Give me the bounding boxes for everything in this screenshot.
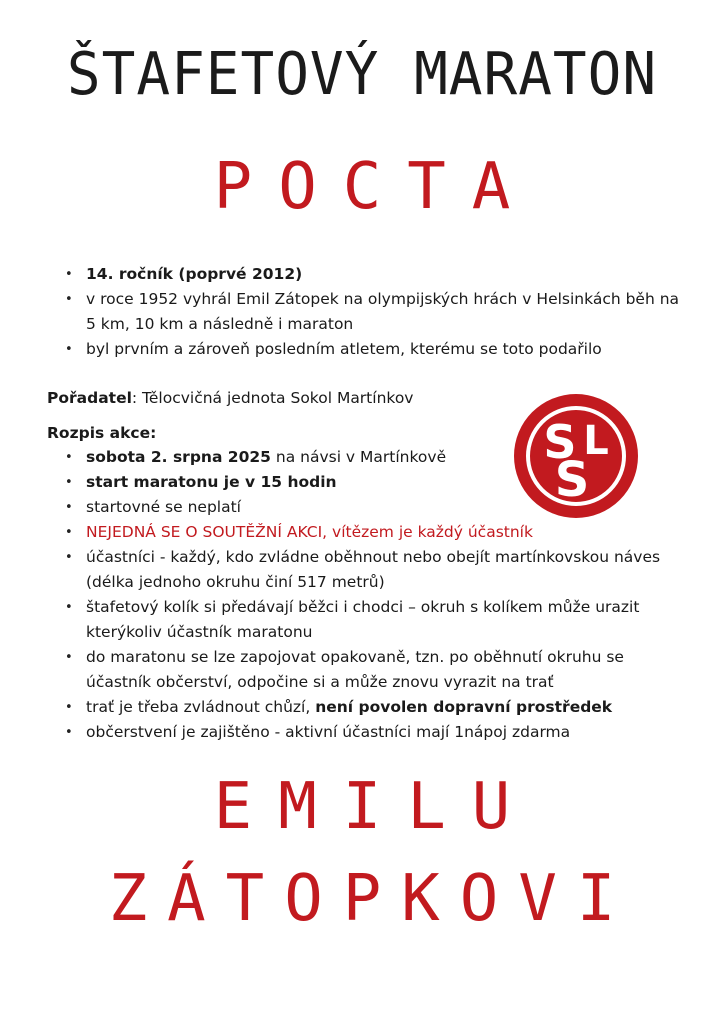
schedule-refreshment: občerstvení je zajištěno - aktivní účastníci mají 1nápoj zdarma xyxy=(86,723,571,741)
organizer-value: : Tělocvičná jednota Sokol Martínkov xyxy=(131,389,414,407)
schedule-walk-bold: není povolen dopravní prostředek xyxy=(315,698,613,716)
intro-record: byl prvním a zároveň posledním atletem, kterému se toto podařilo xyxy=(86,340,602,358)
schedule-fee: startovné se neplatí xyxy=(86,498,241,516)
footer-line-2: ZÁTOPKOVI xyxy=(108,862,636,936)
schedule-noncompetitive: NEJEDNÁ SE O SOUTĚŽNÍ AKCI, vítězem je každý účastník xyxy=(86,523,533,541)
list-item xyxy=(62,520,682,545)
intro-list xyxy=(62,262,682,362)
schedule-label: Rozpis akce xyxy=(47,424,151,442)
list-item xyxy=(62,545,682,595)
svg-text:S: S xyxy=(554,452,590,508)
list-item xyxy=(62,262,682,287)
intro-history: v roce 1952 vyhrál Emil Zátopek na olympijských hrách v Helsinkách běh na 5 km, 10 km a následně i maraton xyxy=(86,290,680,333)
intro-edition: 14. ročník (poprvé 2012) xyxy=(86,265,303,283)
schedule-label-suffix: : xyxy=(150,424,157,442)
poster-subtitle: POCTA xyxy=(213,150,537,224)
poster-title: ŠTAFETOVÝ MARATON xyxy=(66,40,658,109)
svg-text:S: S xyxy=(543,415,577,469)
schedule-place: na návsi v Martínkově xyxy=(270,448,447,466)
list-item xyxy=(62,287,682,337)
schedule-walk: trať je třeba zvládnout chůzí, xyxy=(86,698,316,716)
footer-line-1: EMILU xyxy=(213,770,537,844)
schedule-start: start maratonu je v 15 hodin xyxy=(86,473,337,491)
schedule-date: sobota 2. srpna 2025 xyxy=(86,448,271,466)
svg-text:L: L xyxy=(583,418,609,464)
list-item xyxy=(62,720,682,745)
organizer-label: Pořadatel xyxy=(47,389,132,407)
list-item xyxy=(62,337,682,362)
list-item xyxy=(62,695,682,720)
schedule-baton: štafetový kolík si předávají běžci i chodci – okruh s kolíkem může urazit kterýkoliv účastník maratonu xyxy=(86,598,640,641)
list-item xyxy=(62,595,682,645)
schedule-participants: účastníci - každý, kdo zvládne oběhnout nebo obejít martínkovskou náves (délka jednoho okruhu činí 517 metrů) xyxy=(86,548,661,591)
sokol-logo xyxy=(512,392,640,520)
schedule-repeat: do maratonu se lze zapojovat opakovaně, tzn. po oběhnutí okruhu se účastník občerství, odpočine si a může znovu vyrazit na trať xyxy=(86,648,624,691)
list-item xyxy=(62,645,682,695)
